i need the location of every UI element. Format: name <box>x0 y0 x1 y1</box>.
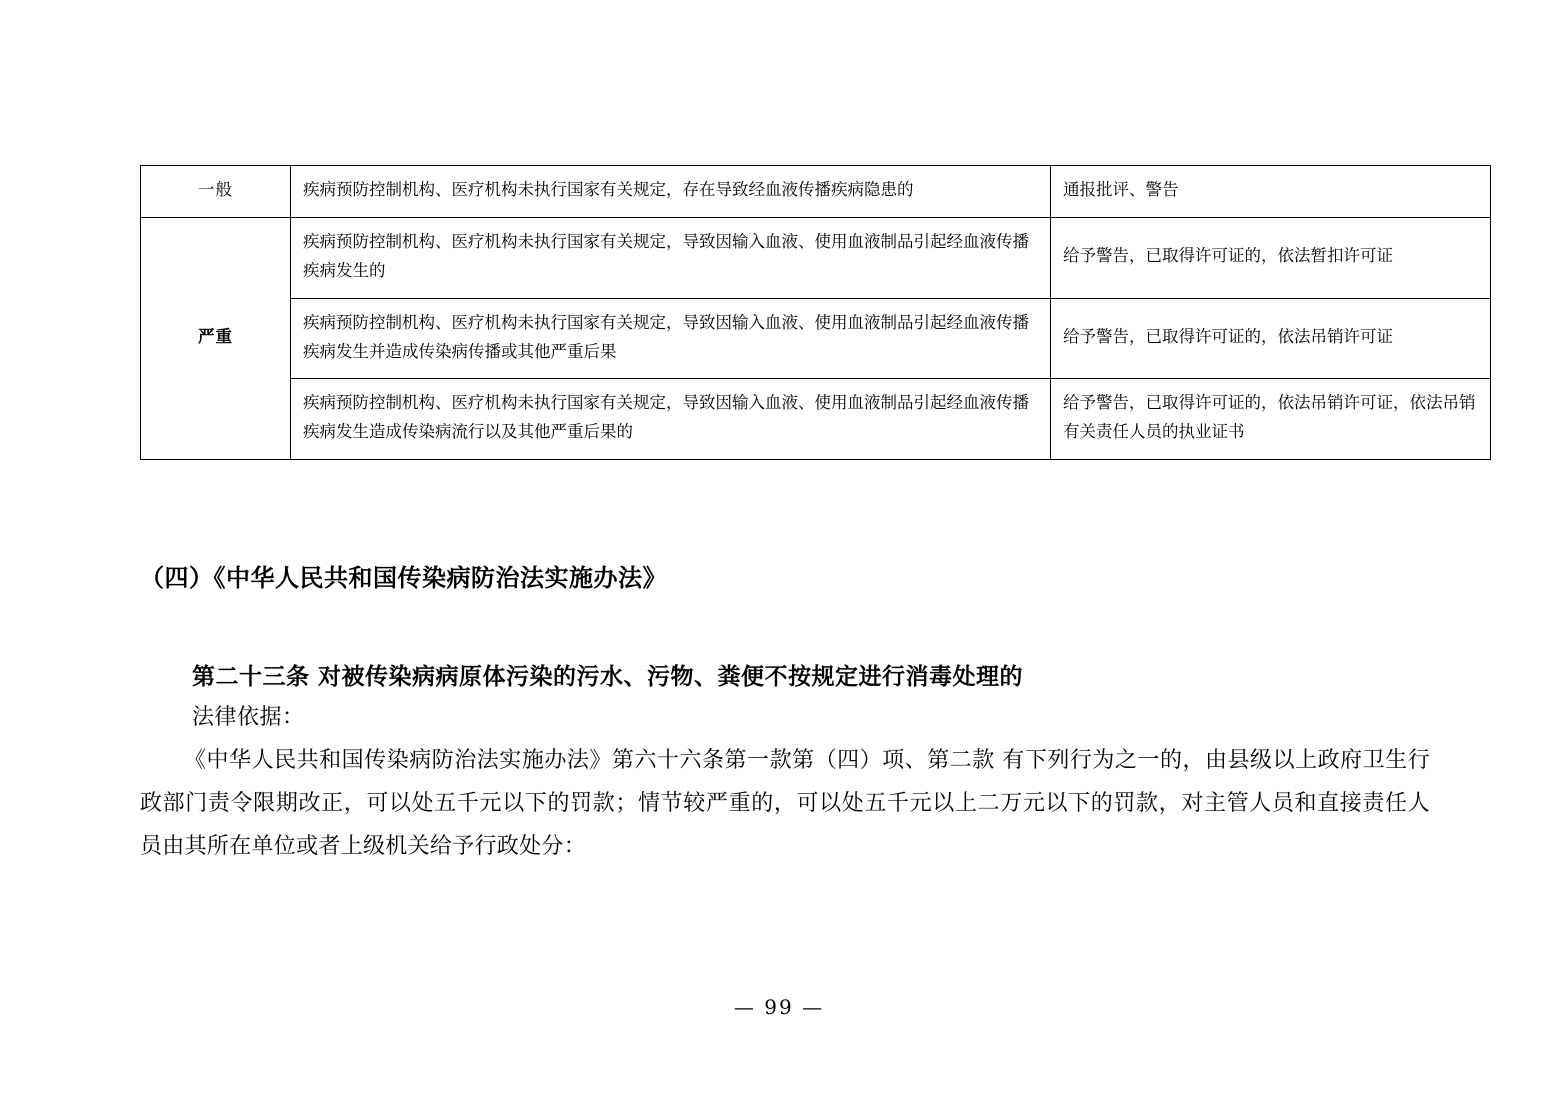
penalty-measure-cell: 给予警告，已取得许可证的，依法吊销许可证，依法吊销有关责任人员的执业证书 <box>1051 379 1491 460</box>
table-row <box>141 166 1491 218</box>
section-heading: （四）《中华人民共和国传染病防治法实施办法》 <box>140 563 667 592</box>
violation-description-cell: 疾病预防控制机构、医疗机构未执行国家有关规定，导致因输入血液、使用血液制品引起经血液传播疾病发生造成传染病流行以及其他严重后果的 <box>291 379 1051 460</box>
violation-description-cell: 疾病预防控制机构、医疗机构未执行国家有关规定，存在导致经血液传播疾病隐患的 <box>291 166 1051 218</box>
page-number: — 99 — <box>733 995 825 1019</box>
legal-basis-label: 法律依据： <box>192 705 305 730</box>
penalty-measure-cell: 通报批评、警告 <box>1051 166 1491 218</box>
table-row <box>141 298 1491 379</box>
article-heading: 第二十三条 对被传染病病原体污染的污水、污物、粪便不按规定进行消毒处理的 <box>192 663 1024 690</box>
table-row <box>141 379 1491 460</box>
penalty-measure-cell: 给予警告，已取得许可证的，依法吊销许可证 <box>1051 298 1491 379</box>
violation-description-cell: 疾病预防控制机构、医疗机构未执行国家有关规定，导致因输入血液、使用血液制品引起经血液传播疾病发生并造成传染病传播或其他严重后果 <box>291 298 1051 379</box>
severity-level-cell: 严重 <box>141 217 291 459</box>
penalty-measure-cell: 给予警告，已取得许可证的，依法暂扣许可证 <box>1051 217 1491 298</box>
severity-level-cell: 一般 <box>141 166 291 218</box>
table-row <box>141 217 1491 298</box>
legal-basis-paragraph: 《中华人民共和国传染病防治法实施办法》第六十六条第一款第（四）项、第二款 有下列行为之一的，由县级以上政府卫生行政部门责令限期改正，可以处五千元以下的罚款；情节较严重的，可以处五千元以上二万元以下的罚款，对主管人员和直接责任人员由其所在单位或者上级机关给予行政处分： <box>140 748 1430 859</box>
violation-description-cell: 疾病预防控制机构、医疗机构未执行国家有关规定，导致因输入血液、使用血液制品引起经血液传播疾病发生的 <box>291 217 1051 298</box>
penalty-grading-table <box>140 165 1491 460</box>
